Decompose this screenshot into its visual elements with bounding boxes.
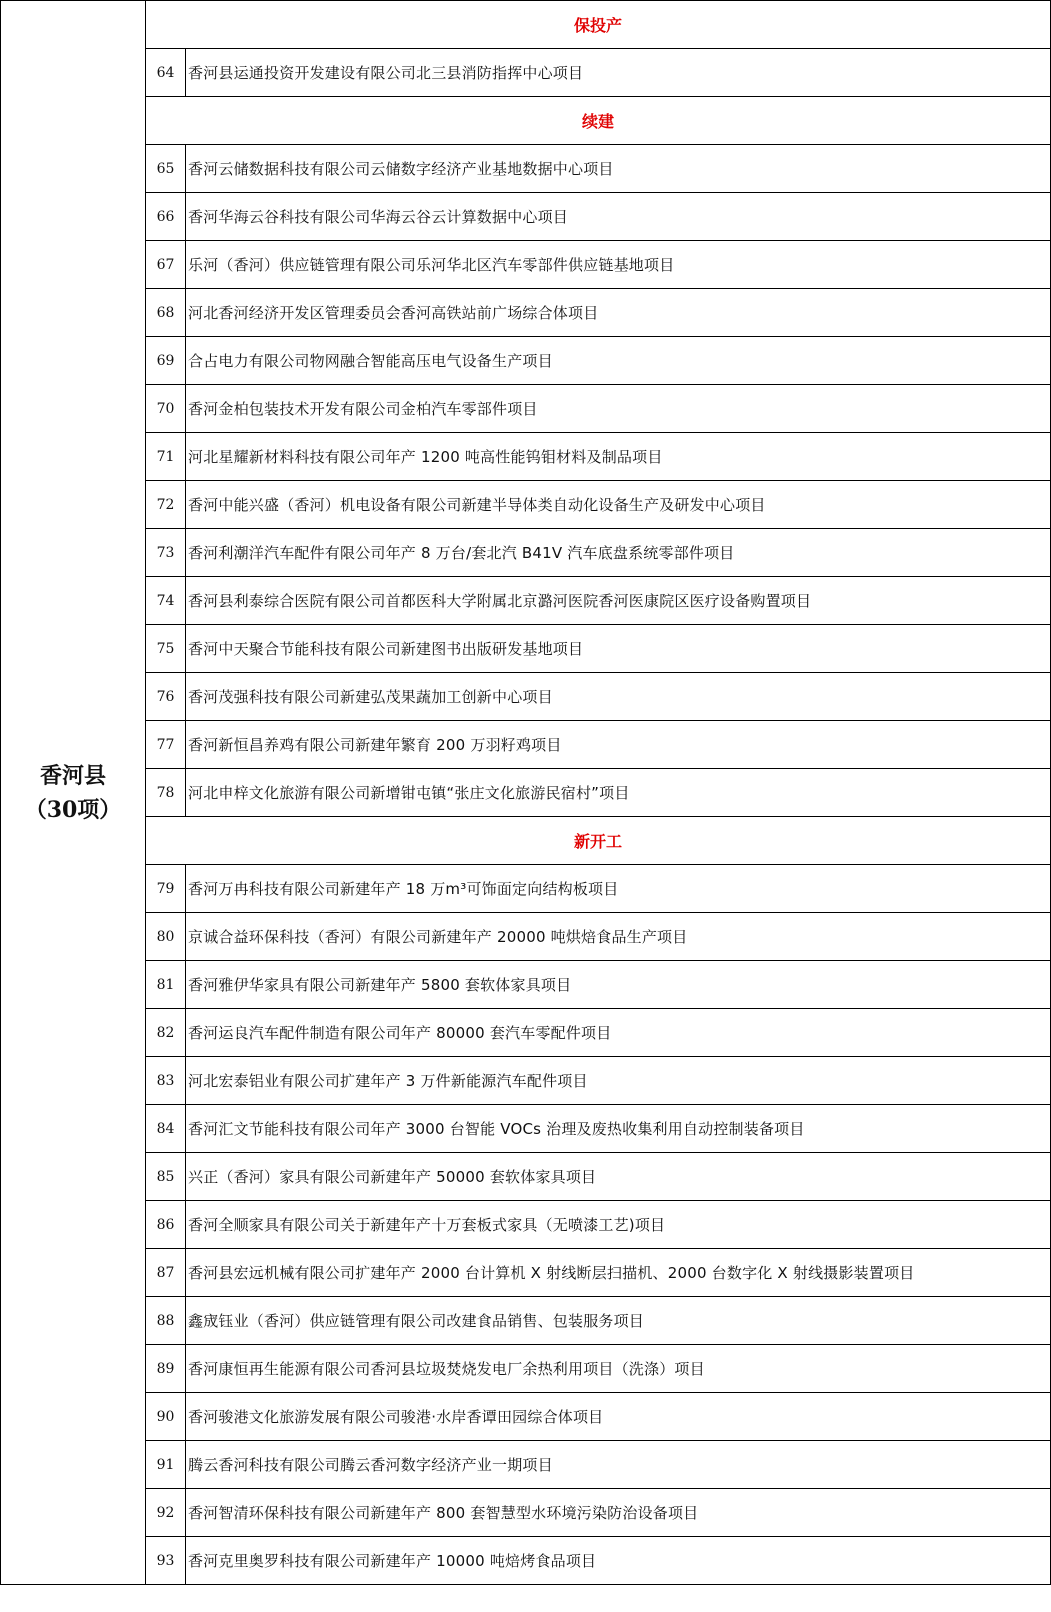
row-number: 72 (146, 481, 186, 529)
row-number: 83 (146, 1057, 186, 1105)
table-row (1, 433, 1051, 481)
project-name: 京诚合益环保科技（香河）有限公司新建年产 20000 吨烘焙食品生产项目 (186, 913, 1051, 961)
table-row (1, 1009, 1051, 1057)
section-title-production: 保投产 (146, 1, 1051, 49)
project-name: 香河金柏包装技术开发有限公司金柏汽车零部件项目 (186, 385, 1051, 433)
table-row (1, 673, 1051, 721)
row-number: 67 (146, 241, 186, 289)
row-number: 68 (146, 289, 186, 337)
project-name: 河北香河经济开发区管理委员会香河高铁站前广场综合体项目 (186, 289, 1051, 337)
row-number: 88 (146, 1297, 186, 1345)
row-number: 91 (146, 1441, 186, 1489)
table-row (1, 1489, 1051, 1537)
project-name: 合占电力有限公司物网融合智能高压电气设备生产项目 (186, 337, 1051, 385)
row-number: 69 (146, 337, 186, 385)
project-name: 香河县运通投资开发建设有限公司北三县消防指挥中心项目 (186, 49, 1051, 97)
row-number: 73 (146, 529, 186, 577)
table-row (1, 913, 1051, 961)
project-name: 河北星耀新材料科技有限公司年产 1200 吨高性能钨钼材料及制品项目 (186, 433, 1051, 481)
project-table-body (1, 1, 1051, 1585)
table-row (1, 577, 1051, 625)
row-number: 77 (146, 721, 186, 769)
table-row (1, 145, 1051, 193)
project-name: 香河雅伊华家具有限公司新建年产 5800 套软体家具项目 (186, 961, 1051, 1009)
table-row (1, 193, 1051, 241)
row-number: 79 (146, 865, 186, 913)
project-name: 河北宏泰铝业有限公司扩建年产 3 万件新能源汽车配件项目 (186, 1057, 1051, 1105)
table-row (1, 1297, 1051, 1345)
row-number: 75 (146, 625, 186, 673)
row-number: 71 (146, 433, 186, 481)
project-name: 香河万冉科技有限公司新建年产 18 万m³可饰面定向结构板项目 (186, 865, 1051, 913)
table-row (1, 1345, 1051, 1393)
project-name: 香河克里奥罗科技有限公司新建年产 10000 吨焙烤食品项目 (186, 1537, 1051, 1585)
table-row (1, 385, 1051, 433)
project-name: 香河中天聚合节能科技有限公司新建图书出版研发基地项目 (186, 625, 1051, 673)
project-name: 香河骏港文化旅游发展有限公司骏港·水岸香谭田园综合体项目 (186, 1393, 1051, 1441)
section-header-row (1, 817, 1051, 865)
row-number: 86 (146, 1201, 186, 1249)
table-row (1, 1057, 1051, 1105)
row-number: 82 (146, 1009, 186, 1057)
project-name: 香河县宏远机械有限公司扩建年产 2000 台计算机 X 射线断层扫描机、2000 台数字化 X 射线摄影装置项目 (186, 1249, 1051, 1297)
table-row (1, 961, 1051, 1009)
project-name: 香河运良汽车配件制造有限公司年产 80000 套汽车零配件项目 (186, 1009, 1051, 1057)
row-number: 70 (146, 385, 186, 433)
project-name: 香河县利泰综合医院有限公司首都医科大学附属北京潞河医院香河医康院区医疗设备购置项目 (186, 577, 1051, 625)
row-number: 74 (146, 577, 186, 625)
table-row (1, 1153, 1051, 1201)
table-row (1, 721, 1051, 769)
table-row (1, 529, 1051, 577)
project-name: 香河全顺家具有限公司关于新建年产十万套板式家具（无喷漆工艺)项目 (186, 1201, 1051, 1249)
section-title-new-start: 新开工 (146, 817, 1051, 865)
table-row (1, 865, 1051, 913)
row-number: 90 (146, 1393, 186, 1441)
project-name: 香河华海云谷科技有限公司华海云谷云计算数据中心项目 (186, 193, 1051, 241)
region-count: （30项） (24, 796, 122, 823)
row-number: 87 (146, 1249, 186, 1297)
row-number: 76 (146, 673, 186, 721)
table-row (1, 337, 1051, 385)
region-name: 香河县 (39, 762, 106, 789)
section-header-row (1, 1, 1051, 49)
row-number: 89 (146, 1345, 186, 1393)
project-name: 鑫宬钰业（香河）供应链管理有限公司改建食品销售、包装服务项目 (186, 1297, 1051, 1345)
table-row (1, 241, 1051, 289)
row-number: 80 (146, 913, 186, 961)
table-row (1, 625, 1051, 673)
table-row (1, 481, 1051, 529)
row-number: 93 (146, 1537, 186, 1585)
table-row (1, 289, 1051, 337)
table-row (1, 49, 1051, 97)
project-name: 腾云香河科技有限公司腾云香河数字经济产业一期项目 (186, 1441, 1051, 1489)
project-name: 香河云储数据科技有限公司云储数字经济产业基地数据中心项目 (186, 145, 1051, 193)
table-row (1, 1537, 1051, 1585)
row-number: 84 (146, 1105, 186, 1153)
row-number: 66 (146, 193, 186, 241)
row-number: 65 (146, 145, 186, 193)
row-number: 85 (146, 1153, 186, 1201)
table-row (1, 1249, 1051, 1297)
project-name: 香河康恒再生能源有限公司香河县垃圾焚烧发电厂余热利用项目（洗涤）项目 (186, 1345, 1051, 1393)
project-name: 香河中能兴盛（香河）机电设备有限公司新建半导体类自动化设备生产及研发中心项目 (186, 481, 1051, 529)
region-cell (1, 1, 146, 1585)
project-name: 乐河（香河）供应链管理有限公司乐河华北区汽车零部件供应链基地项目 (186, 241, 1051, 289)
section-header-row (1, 97, 1051, 145)
row-number: 78 (146, 769, 186, 817)
project-name: 香河智清环保科技有限公司新建年产 800 套智慧型水环境污染防治设备项目 (186, 1489, 1051, 1537)
project-name: 河北申梓文化旅游有限公司新增钳屯镇“张庄文化旅游民宿村”项目 (186, 769, 1051, 817)
table-row (1, 1393, 1051, 1441)
project-name: 香河利潮洋汽车配件有限公司年产 8 万台/套北汽 B41V 汽车底盘系统零部件项目 (186, 529, 1051, 577)
row-number: 81 (146, 961, 186, 1009)
section-title-continued: 续建 (146, 97, 1051, 145)
table-row (1, 1441, 1051, 1489)
project-name: 香河新恒昌养鸡有限公司新建年繁育 200 万羽籽鸡项目 (186, 721, 1051, 769)
row-number: 64 (146, 49, 186, 97)
project-name: 香河汇文节能科技有限公司年产 3000 台智能 VOCs 治理及废热收集利用自动控制装备项目 (186, 1105, 1051, 1153)
row-number: 92 (146, 1489, 186, 1537)
project-name: 兴正（香河）家具有限公司新建年产 50000 套软体家具项目 (186, 1153, 1051, 1201)
table-row (1, 1201, 1051, 1249)
table-row (1, 1105, 1051, 1153)
table-row (1, 769, 1051, 817)
project-name: 香河茂强科技有限公司新建弘茂果蔬加工创新中心项目 (186, 673, 1051, 721)
